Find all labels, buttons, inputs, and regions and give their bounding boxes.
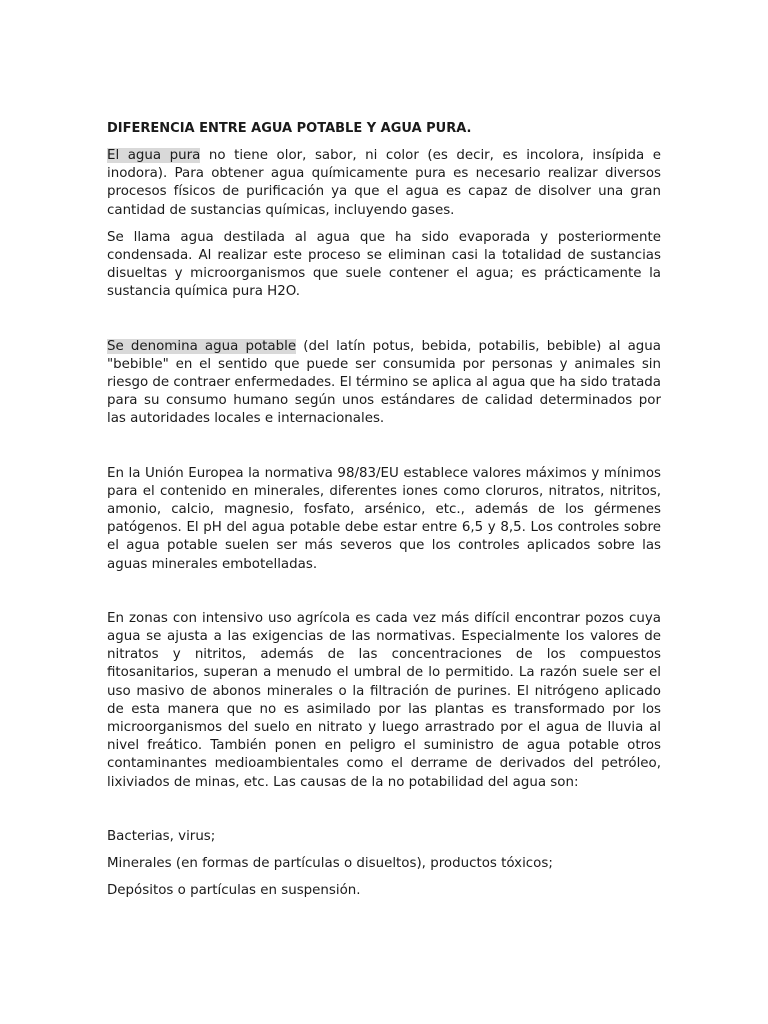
highlighted-term-agua-potable: Se denomina agua potable	[107, 338, 297, 354]
paragraph-zonas-agricolas: En zonas con intensivo uso agrícola es cada vez más difícil encontrar pozos cuya agua se ajusta a las exigencias de las normativas. Especialmente los valores de nitratos y nitritos, además de las concentraciones de los compuestos fitosanitarios, superan a menudo el umbral de lo permitido. La razón suele ser el uso masivo de abonos minerales o la filtración de purines. El nitrógeno aplicado de esta manera que no es asimilado por las plantas es transformado por los microorganismos del suelo en nitrato y luego arrastrado por el agua de lluvia al nivel freático. También ponen en peligro el suministro de agua potable otros contaminantes medioambientales como el derrame de derivados del petróleo, lixiviados de minas, etc. Las causas de la no potabilidad del agua son:	[107, 610, 661, 790]
paragraph-agua-potable	[107, 338, 661, 429]
paragraph-union-europea: En la Unión Europea la normativa 98/83/EU establece valores máximos y mínimos para el contenido en minerales, diferentes iones como cloruros, nitratos, nitritos, amonio, calcio, magnesio, fosfato, arsénico, etc., además de los gérmenes patógenos. El pH del agua potable debe estar entre 6,5 y 8,5. Los controles sobre el agua potable suelen ser más severos que los controles aplicados sobre las aguas minerales embotelladas.	[107, 465, 661, 572]
highlighted-term-agua-pura: El agua pura	[107, 148, 201, 163]
list-item: Depósitos o partículas en suspensión.	[107, 882, 361, 898]
paragraph-agua-pura-text: no tiene olor, sabor, ni color (es decir, es incolora, insípida e inodora). Para obtener agua químicamente pura es necesario realizar diversos procesos físicos de purificación ya que el agua es capaz de disolver una gran cantidad de sustancias químicas, incluyendo gases.	[107, 148, 661, 218]
list-item: Bacterias, virus;	[107, 828, 216, 844]
list-item: Minerales (en formas de partículas o disueltos), productos tóxicos;	[107, 855, 553, 871]
paragraph-agua-pura	[107, 147, 661, 220]
document-title: DIFERENCIA ENTRE AGUA POTABLE Y AGUA PURA.	[107, 121, 472, 136]
paragraph-agua-potable-text: (del latín potus, bebida, potabilis, bebible) al agua "bebible" en el sentido que puede ser consumida por personas y animales sin riesgo de contraer enfermedades. El término se aplica al agua que ha sido tratada para su consumo humano según unos estándares de calidad determinados por las autoridades locales e internacionales.	[107, 338, 661, 427]
paragraph-agua-destilada: Se llama agua destilada al agua que ha sido evaporada y posteriormente condensada. Al realizar este proceso se eliminan casi la totalidad de sustancias disueltas y microorganismos que suele contener el agua; es prácticamente la sustancia química pura H2O.	[107, 229, 661, 300]
